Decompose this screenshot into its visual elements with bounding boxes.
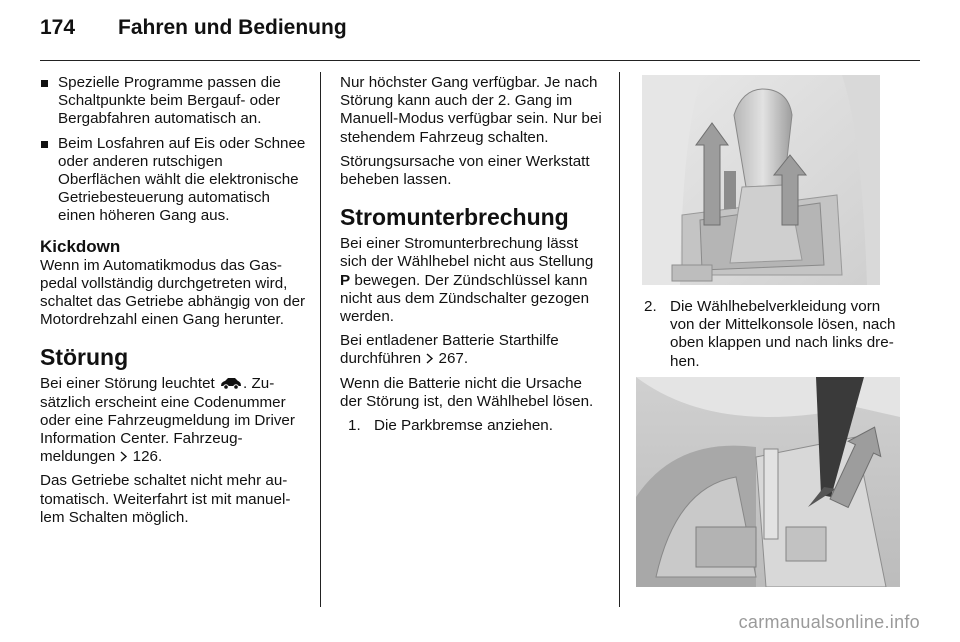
paragraph-text: Bei entladener Batterie Starthilfe durchführen [340,332,559,368]
figure-selector-lever [642,75,880,285]
column-2 [340,74,606,435]
column-3 [636,298,904,371]
gear-position-p: P [340,271,351,289]
stromunterbrechung-heading: Stromunterbrechung [340,204,569,231]
list-item-step-2 [644,298,904,371]
car-transmission-warning-icon [219,376,243,390]
chevron-right-icon [119,450,128,463]
list-item: Spezielle Programme passen die Schaltpunkte beim Bergauf- oder Bergabfahren automatisch an. [40,74,308,129]
paragraph: Störungsursache von einer Werkstatt beheben lassen. [340,152,590,189]
paragraph: Wenn die Batterie nicht die Ursache der Störung ist, den Wählhebel lösen. [340,374,594,410]
step-text: Die Parkbremse anziehen. [374,417,553,435]
watermark: carmanualsonline.info [738,612,920,632]
paragraph-text-after: bewegen. Der Zündschlüssel kann nicht aus dem Zündschalter gezogen werden. [340,271,590,326]
header-rule [40,60,920,61]
step-text: Die Wählhebelverkleidung vorn von der Mittelkonsole lösen, nach oben klappen und nach links drehen. [670,298,896,370]
page-reference: 267. [438,350,469,368]
section-title: Fahren und Bedienung [118,16,347,39]
figure-remove-lever-cover [636,377,900,587]
stoerung-paragraph [40,375,308,466]
paragraph [340,332,606,368]
column-divider-right [619,72,620,607]
column-divider-left [320,72,321,607]
chevron-right-icon [425,352,434,365]
kickdown-heading: Kickdown [40,236,121,256]
paragraph [340,235,606,326]
stoerung-text-before: Bei einer Störung leuchtet [40,375,215,393]
stoerung-heading: Störung [40,344,129,371]
stoerung-paragraph-2: Das Getriebe schaltet nicht mehr automatisch. Weiterfahrt ist mit manuellem Schalten möglich. [40,472,291,526]
paragraph: Nur höchster Gang verfügbar. Je nach Störung kann auch der 2. Gang im Manuell-Modus verfügbar sein. Nur bei stehendem Fahrzeug schalten. [340,74,602,146]
kickdown-text: Wenn im Automatikmodus das Gaspedal vollständig durchgetreten wird, schaltet das Getriebe abhängig von der Motordrehzahl einen Gang herunter. [40,256,306,329]
step-number: 2. [644,298,657,315]
page-number: 174 [40,16,76,39]
column-1 [40,74,308,533]
page-reference: 126. [132,448,163,466]
list-item-step-1 [348,417,606,435]
paragraph-text-before: Bei einer Stromunterbrechung lässt sich der Wählhebel nicht aus Stellung [340,235,594,271]
stoerung-text-after: . Zusätzlich erscheint eine Codenummer oder eine Fahrzeugmeldung im Driver Information Center. Fahrzeugmeldungen [40,375,295,466]
step-number: 1. [348,417,361,435]
list-item: Beim Losfahren auf Eis oder Schnee oder anderen rutschigen Oberflächen wählt die elektronische Getriebesteuerung automatisch einen höheren Gang aus. [40,135,308,226]
